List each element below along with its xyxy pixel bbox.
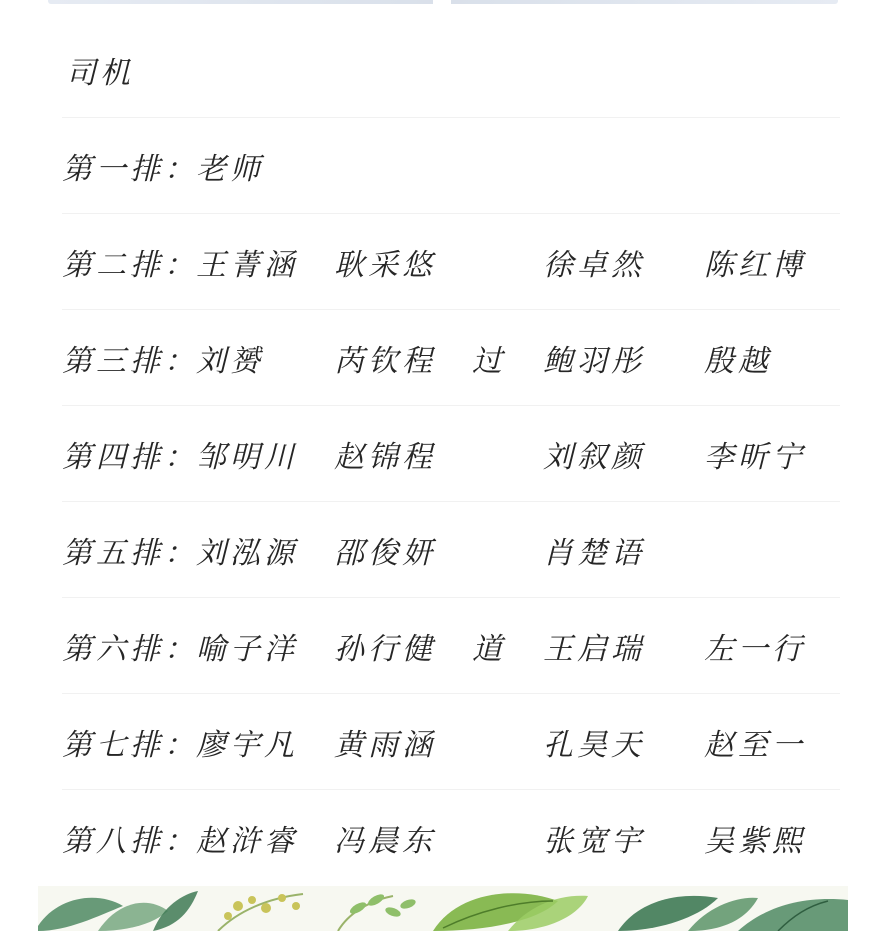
row-5 [62, 502, 840, 598]
row-label: 第五排： [62, 535, 198, 571]
seat: 赵锦程 [334, 439, 436, 475]
leaf-illustration [38, 886, 848, 931]
driver-row [62, 22, 840, 118]
seat: 王菁涵 [196, 247, 298, 283]
seat: 肖楚语 [543, 535, 645, 571]
row-label: 第七排： [62, 727, 198, 763]
row-2 [62, 214, 840, 310]
leaf-decoration [38, 886, 848, 931]
seat: 鲍羽彤 [543, 343, 645, 379]
seat: 赵至一 [704, 727, 806, 763]
seat: 刘泓源 [196, 535, 298, 571]
seat: 老师 [196, 151, 264, 187]
seat: 邹明川 [196, 439, 298, 475]
seat: 邵俊妍 [334, 535, 436, 571]
seating-chart [0, 22, 886, 885]
seat: 殷越 [704, 343, 772, 379]
seat: 冯晨东 [334, 823, 436, 859]
row-label: 第八排： [62, 823, 198, 859]
seat: 刘赟 [196, 343, 264, 379]
leaf-icon [738, 899, 848, 931]
seat: 黄雨涵 [334, 727, 436, 763]
row-label: 第六排： [62, 631, 198, 667]
seat: 孔昊天 [543, 727, 645, 763]
aisle-label: 道 [472, 631, 506, 667]
row-8 [62, 790, 840, 885]
seat: 喻子洋 [196, 631, 298, 667]
seat: 耿采悠 [334, 247, 436, 283]
row-1 [62, 118, 840, 214]
seat: 廖宇凡 [196, 727, 298, 763]
leaf-icon [348, 892, 417, 918]
seat: 吴紫熙 [704, 823, 806, 859]
row-label: 第二排： [62, 247, 198, 283]
seat: 徐卓然 [543, 247, 645, 283]
seat: 张宽宇 [543, 823, 645, 859]
seat: 陈红博 [704, 247, 806, 283]
row-4 [62, 406, 840, 502]
row-3 [62, 310, 840, 406]
row-label: 第一排： [62, 151, 198, 187]
top-decorative-band [48, 0, 838, 4]
sprig-icon [218, 894, 393, 931]
seat: 赵浒睿 [196, 823, 298, 859]
seat: 孙行健 [334, 631, 436, 667]
seat: 芮钦程 [334, 343, 436, 379]
row-label: 第四排： [62, 439, 198, 475]
row-6 [62, 598, 840, 694]
seat: 刘叙颜 [543, 439, 645, 475]
row-label: 第三排： [62, 343, 198, 379]
seat: 李昕宁 [704, 439, 806, 475]
seat: 左一行 [704, 631, 806, 667]
aisle-label: 过 [472, 343, 506, 379]
seat: 王启瑞 [543, 631, 645, 667]
row-7 [62, 694, 840, 790]
driver-label: 司机 [66, 55, 134, 91]
